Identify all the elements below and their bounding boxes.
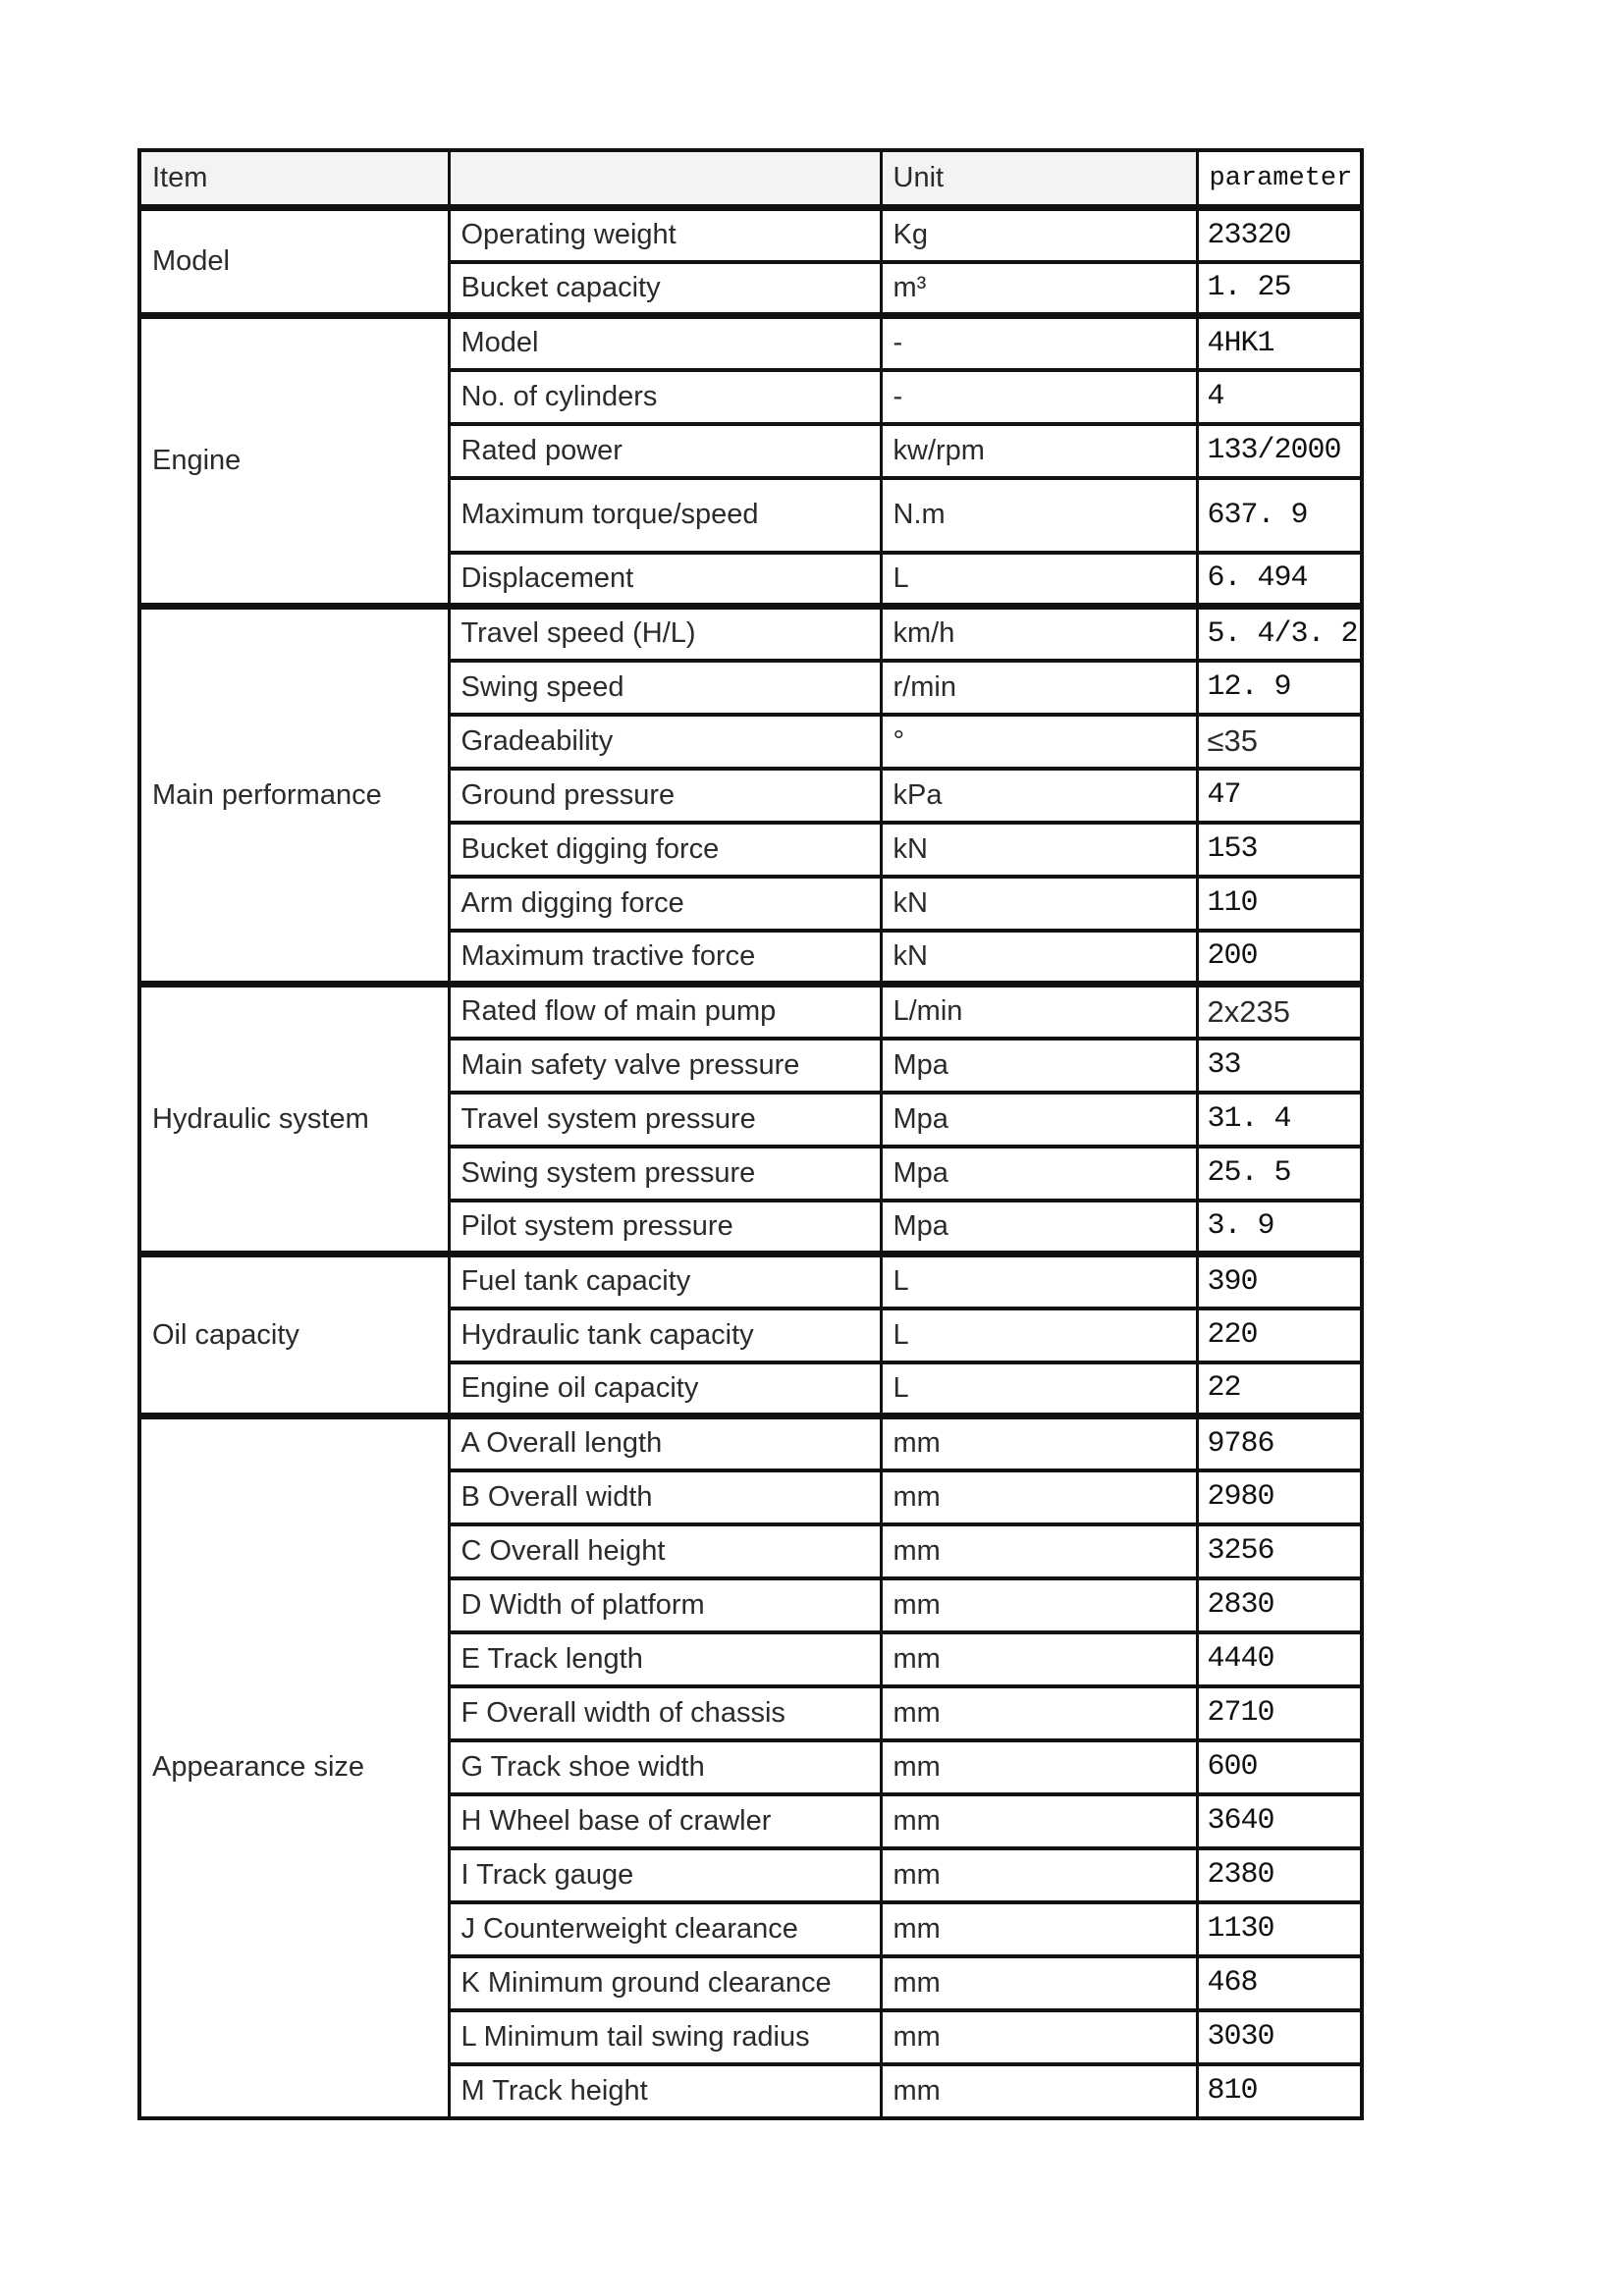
spec-value-cell: 25. 5 [1197, 1147, 1362, 1201]
spec-unit-cell: mm [881, 1416, 1197, 1470]
spec-value-cell: 22 [1197, 1362, 1362, 1416]
spec-unit-cell: L [881, 1308, 1197, 1362]
section-name-cell: Main performance [139, 607, 449, 985]
spec-label-cell: Travel speed (H/L) [449, 607, 881, 661]
spec-unit-cell: mm [881, 2010, 1197, 2064]
table-row [139, 985, 1362, 1039]
spec-label-cell: H Wheel base of crawler [449, 1794, 881, 1848]
header-item: Item [139, 150, 449, 208]
spec-unit-cell: L [881, 1255, 1197, 1308]
spec-label-cell: Main safety valve pressure [449, 1039, 881, 1093]
spec-label-cell: Fuel tank capacity [449, 1255, 881, 1308]
spec-unit-cell: kN [881, 877, 1197, 931]
section-name-cell: Engine [139, 316, 449, 607]
spec-value-cell: 2x235 [1197, 985, 1362, 1039]
spec-unit-cell: mm [881, 1956, 1197, 2010]
spec-value-cell: 1. 25 [1197, 262, 1362, 316]
spec-value-cell: 9786 [1197, 1416, 1362, 1470]
table-row [139, 316, 1362, 370]
spec-unit-cell: kN [881, 931, 1197, 985]
spec-label-cell: D Width of platform [449, 1578, 881, 1632]
specification-table [137, 148, 1364, 2120]
spec-value-cell: 23320 [1197, 208, 1362, 262]
spec-unit-cell: Mpa [881, 1201, 1197, 1255]
spec-label-cell: Swing speed [449, 661, 881, 715]
spec-unit-cell: mm [881, 1740, 1197, 1794]
spec-value-cell: 31. 4 [1197, 1093, 1362, 1147]
spec-unit-cell: mm [881, 1686, 1197, 1740]
spec-unit-cell: r/min [881, 661, 1197, 715]
spec-unit-cell: mm [881, 2064, 1197, 2118]
spec-value-cell: 4HK1 [1197, 316, 1362, 370]
spec-unit-cell: mm [881, 1848, 1197, 1902]
spec-value-cell: 3256 [1197, 1524, 1362, 1578]
table-row [139, 208, 1362, 262]
spec-label-cell: Operating weight [449, 208, 881, 262]
spec-label-cell: Gradeability [449, 715, 881, 769]
spec-label-cell: B Overall width [449, 1470, 881, 1524]
spec-value-cell: 3. 9 [1197, 1201, 1362, 1255]
spec-unit-cell: Mpa [881, 1039, 1197, 1093]
section-name-cell: Hydraulic system [139, 985, 449, 1255]
spec-value-cell: 468 [1197, 1956, 1362, 2010]
spec-value-cell: 810 [1197, 2064, 1362, 2118]
spec-label-cell: E Track length [449, 1632, 881, 1686]
spec-label-cell: J Counterweight clearance [449, 1902, 881, 1956]
spec-label-cell: Model [449, 316, 881, 370]
spec-value-cell: 390 [1197, 1255, 1362, 1308]
spec-unit-cell: m³ [881, 262, 1197, 316]
spec-label-cell: Displacement [449, 553, 881, 607]
spec-unit-cell: mm [881, 1470, 1197, 1524]
spec-label-cell: Engine oil capacity [449, 1362, 881, 1416]
spec-label-cell: No. of cylinders [449, 370, 881, 424]
spec-label-cell: Maximum torque/speed [449, 478, 881, 553]
spec-unit-cell: Mpa [881, 1093, 1197, 1147]
spec-label-cell: Bucket capacity [449, 262, 881, 316]
spec-label-cell: Swing system pressure [449, 1147, 881, 1201]
spec-value-cell: 133/2000 [1197, 424, 1362, 478]
spec-unit-cell: kN [881, 823, 1197, 877]
spec-unit-cell: mm [881, 1632, 1197, 1686]
spec-value-cell: 3640 [1197, 1794, 1362, 1848]
spec-label-cell: Rated flow of main pump [449, 985, 881, 1039]
spec-label-cell: Arm digging force [449, 877, 881, 931]
spec-value-cell: 5. 4/3. 2 [1197, 607, 1362, 661]
spec-label-cell: F Overall width of chassis [449, 1686, 881, 1740]
spec-value-cell: 2380 [1197, 1848, 1362, 1902]
spec-label-cell: G Track shoe width [449, 1740, 881, 1794]
spec-label-cell: Travel system pressure [449, 1093, 881, 1147]
table-row [139, 607, 1362, 661]
spec-value-cell: 220 [1197, 1308, 1362, 1362]
spec-unit-cell: - [881, 316, 1197, 370]
spec-label-cell: Hydraulic tank capacity [449, 1308, 881, 1362]
spec-label-cell: Ground pressure [449, 769, 881, 823]
spec-value-cell: 6. 494 [1197, 553, 1362, 607]
spec-value-cell: 600 [1197, 1740, 1362, 1794]
spec-unit-cell: mm [881, 1578, 1197, 1632]
spec-unit-cell: km/h [881, 607, 1197, 661]
spec-label-cell: M Track height [449, 2064, 881, 2118]
spec-label-cell: Rated power [449, 424, 881, 478]
spec-sheet-page [137, 148, 1364, 2120]
spec-value-cell: 47 [1197, 769, 1362, 823]
header-blank [449, 150, 881, 208]
spec-label-cell: Bucket digging force [449, 823, 881, 877]
spec-unit-cell: kPa [881, 769, 1197, 823]
spec-value-cell: 2980 [1197, 1470, 1362, 1524]
spec-unit-cell: L/min [881, 985, 1197, 1039]
spec-label-cell: A Overall length [449, 1416, 881, 1470]
spec-unit-cell: mm [881, 1902, 1197, 1956]
section-name-cell: Model [139, 208, 449, 316]
spec-value-cell: 637. 9 [1197, 478, 1362, 553]
spec-value-cell: 1130 [1197, 1902, 1362, 1956]
spec-unit-cell: kw/rpm [881, 424, 1197, 478]
spec-value-cell: 12. 9 [1197, 661, 1362, 715]
spec-label-cell: C Overall height [449, 1524, 881, 1578]
spec-unit-cell: L [881, 553, 1197, 607]
spec-unit-cell: L [881, 1362, 1197, 1416]
table-row [139, 1416, 1362, 1470]
spec-value-cell: 200 [1197, 931, 1362, 985]
section-name-cell: Oil capacity [139, 1255, 449, 1416]
spec-label-cell: K Minimum ground clearance [449, 1956, 881, 2010]
spec-value-cell: 2830 [1197, 1578, 1362, 1632]
header-parameter: parameter [1197, 150, 1362, 208]
spec-label-cell: Maximum tractive force [449, 931, 881, 985]
spec-unit-cell: N.m [881, 478, 1197, 553]
spec-unit-cell: mm [881, 1794, 1197, 1848]
spec-value-cell: 153 [1197, 823, 1362, 877]
spec-value-cell: 4440 [1197, 1632, 1362, 1686]
spec-label-cell: L Minimum tail swing radius [449, 2010, 881, 2064]
spec-unit-cell: Mpa [881, 1147, 1197, 1201]
spec-value-cell: 33 [1197, 1039, 1362, 1093]
spec-unit-cell: mm [881, 1524, 1197, 1578]
spec-unit-cell: ° [881, 715, 1197, 769]
spec-value-cell: 3030 [1197, 2010, 1362, 2064]
spec-label-cell: I Track gauge [449, 1848, 881, 1902]
spec-unit-cell: Kg [881, 208, 1197, 262]
spec-unit-cell: - [881, 370, 1197, 424]
spec-value-cell: ≤35 [1197, 715, 1362, 769]
spec-value-cell: 2710 [1197, 1686, 1362, 1740]
table-header-row [139, 150, 1362, 208]
section-name-cell: Appearance size [139, 1416, 449, 2118]
header-unit: Unit [881, 150, 1197, 208]
spec-label-cell: Pilot system pressure [449, 1201, 881, 1255]
spec-value-cell: 110 [1197, 877, 1362, 931]
spec-value-cell: 4 [1197, 370, 1362, 424]
table-row [139, 1255, 1362, 1308]
